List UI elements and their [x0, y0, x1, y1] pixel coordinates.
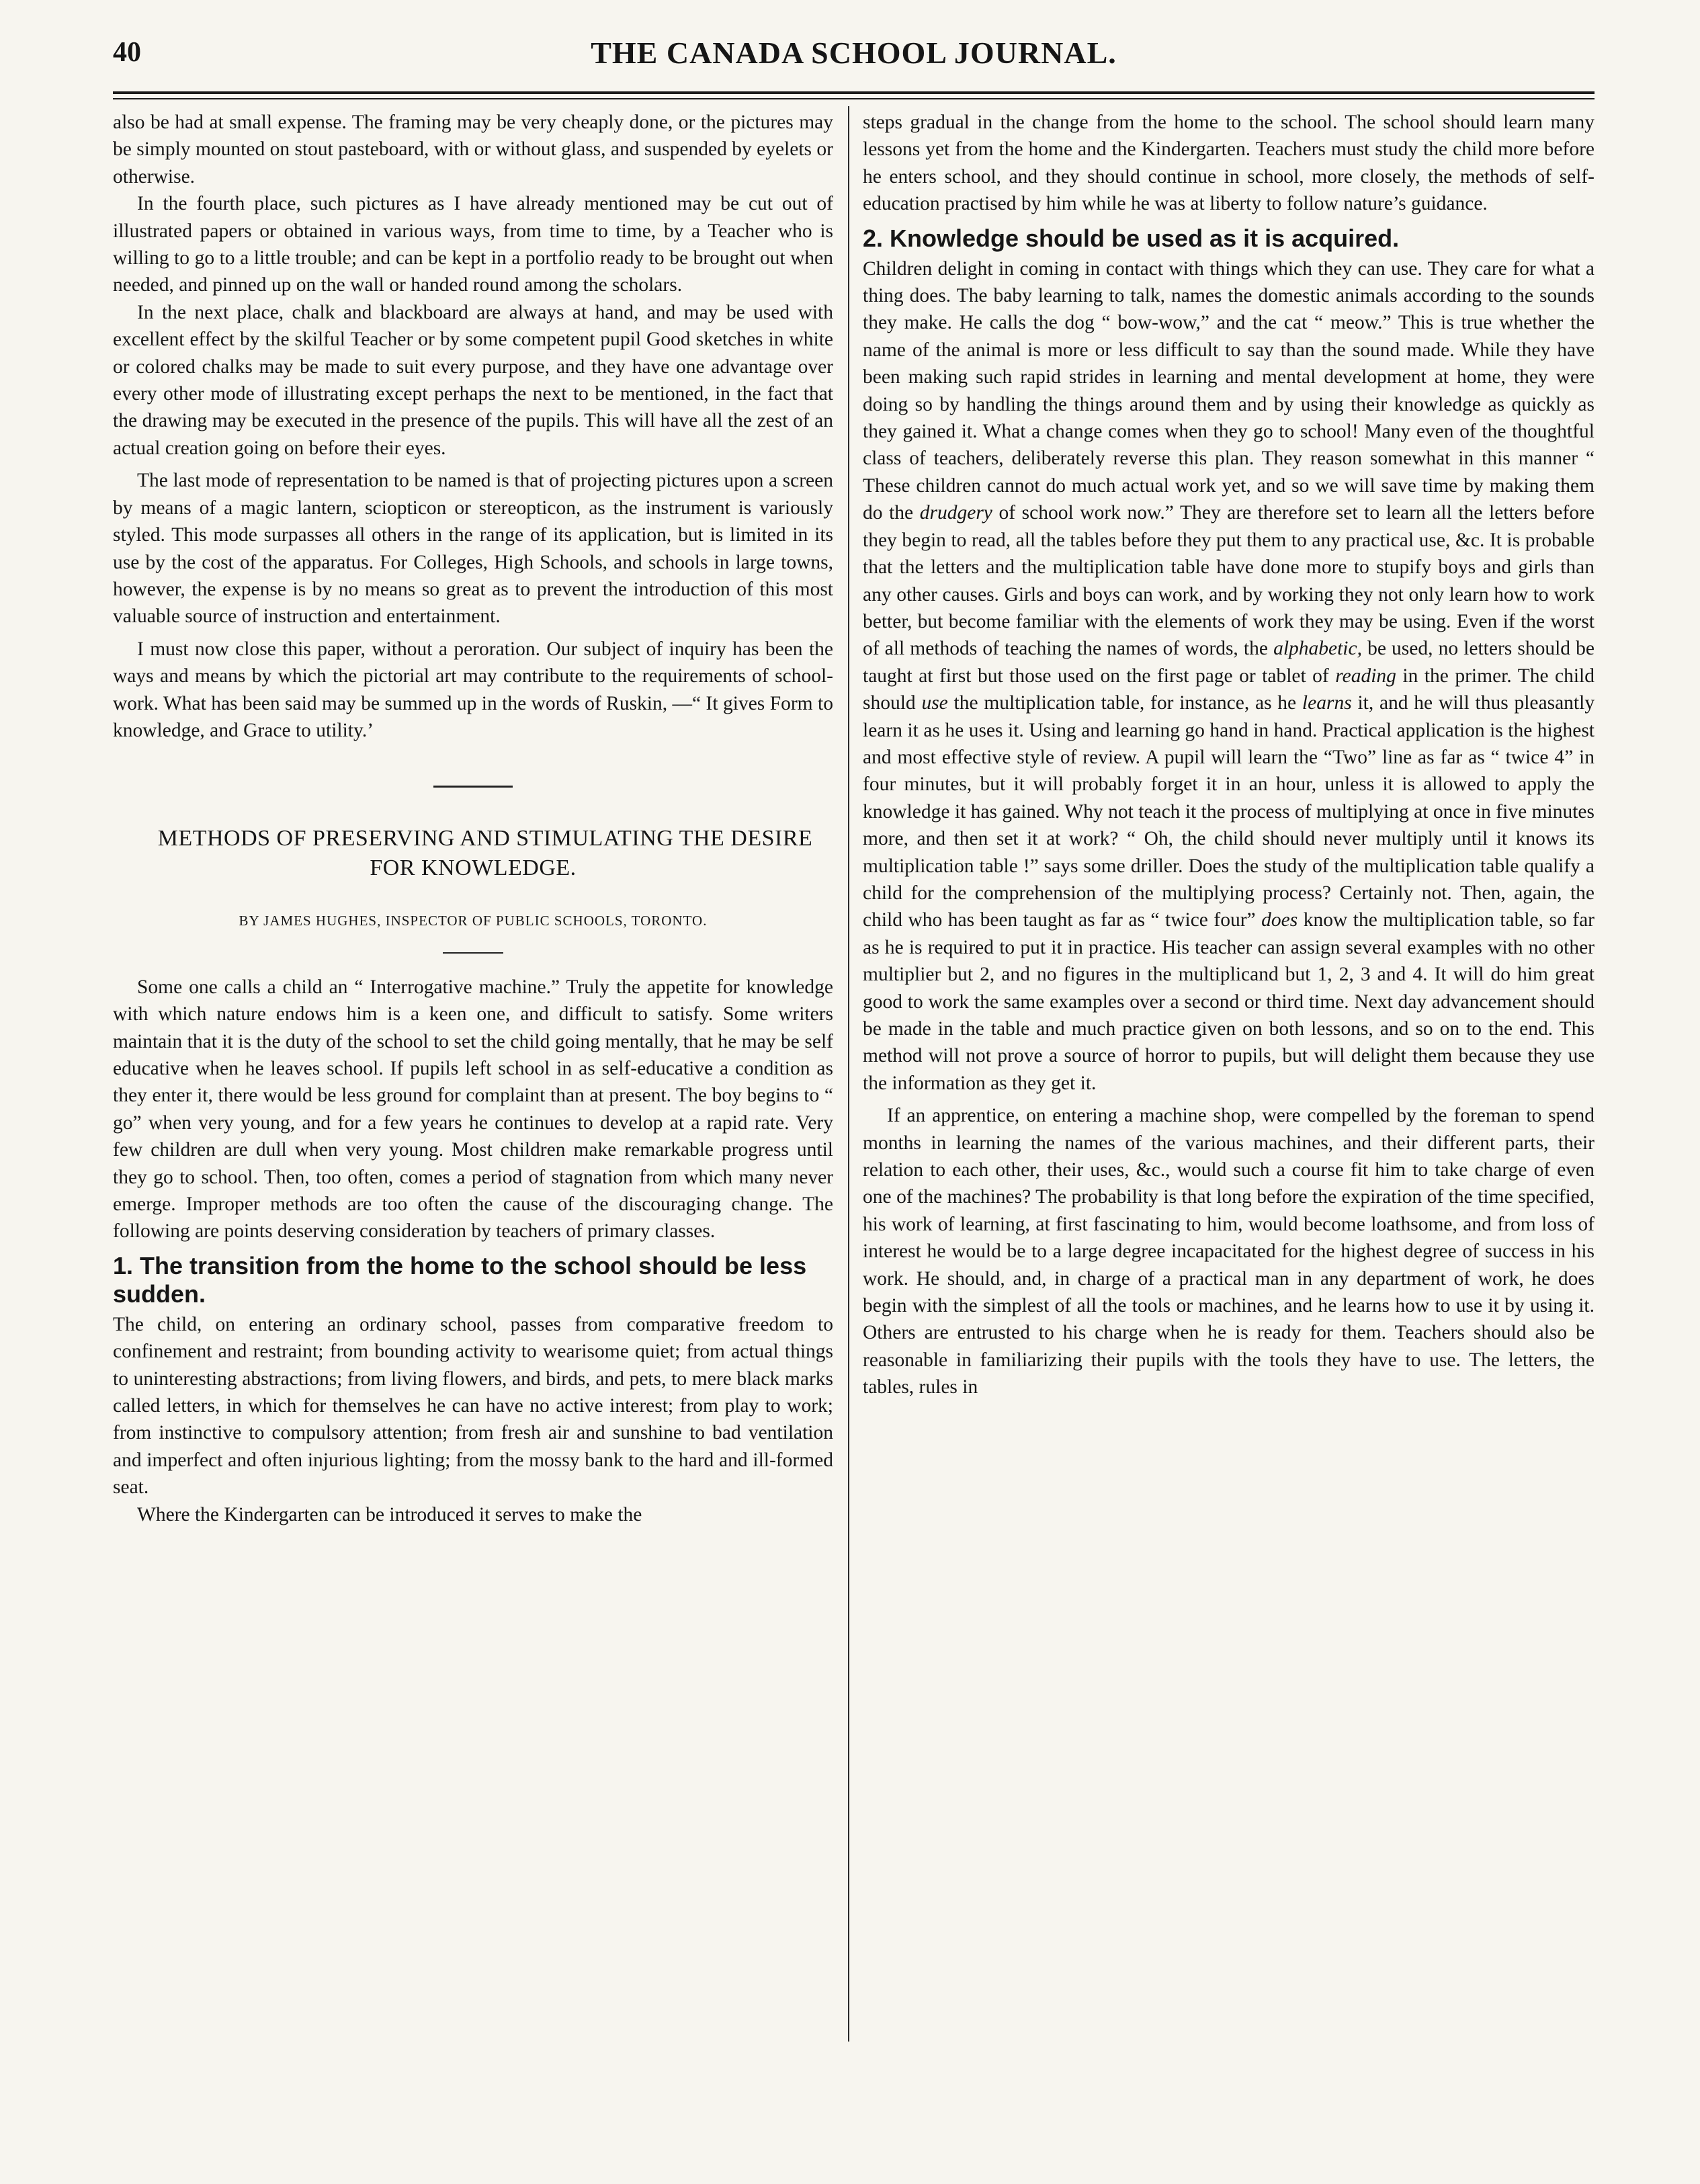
text-run: of school work now.” They are therefore set to learn all the letters before they begin to read, all the tables before they put them to any practical use, &c. It is probable that the letters and the multiplication table have done more to stupify boys and girls than any other causes. Girls and boys can work, and by working they not only learn how to work better, but become familiar with the elements of work they may be using. Even if the worst of all methods of teaching the names of words, the	[863, 502, 1595, 660]
text-run: in the primer. The child should	[863, 665, 1595, 714]
text-run: know the multiplication table, so far as he is required to put it in practice. His teacher can assign several examples with no other multiplier but 2, and no figures in the multiplicand but 1, 2, 3 and 4. It will do him great good to work the same examples over a second or third time. Next day advancement should be made in the table and much practice given on both lessons, and so on to the end. This method will not prove a source of horror to pupils, but will delight them because they use the information as they get it.	[863, 909, 1595, 1094]
page-number: 40	[113, 37, 141, 68]
paragraph: Some one calls a child an “ Interrogative machine.” Truly the appetite for knowledge with which nature endows him is a keen one, and difficult to satisfy. Some writers maintain that it is the duty of the school to set the child going mentally, that he may be self educative when he leaves school. If pupils left school in as self-educative a condition as they enter it, there would be less ground for complaint than at present. The boy begins to “ go” when very young, and for a few years he continues to develop at a rapid rate. Very few children are dull when very young. Most children make remarkable progress until they go to school. Then, too often, comes a period of stagnation from which many never emerge. Improper methods are too often the cause of the discouraging change. The following are points deserving consideration by teachers of primary classes.	[113, 976, 833, 1243]
paragraph: steps gradual in the change from the home to the school. The school should learn many lessons yet from the home and the Kindergarten. Teachers must study the child more before he enters school, and they should continue in school, more closely, the methods of self-education practised by him while he was at liberty to follow nature’s guidance.	[863, 112, 1595, 215]
paragraph: If an apprentice, on entering a machine shop, were compelled by the foreman to spend months in learning the names of the various machines, and their different parts, their relation to each other, their uses, &c., would such a course fit him to take charge of even one of the machines? The probability is that long before the expiration of the time specified, his work of learning, at first fascinating to him, would become loathsome, and from loss of interest he would be to a large degree incapacitated for the highest degree of success in his work. He should, and, in charge of a practical man in any department of work, he does begin with the simplest of all the tools or machines, and he learns how to use it by using it. Others are entrusted to his charge when he is ready for them. Teachers should also be reasonable in familiarizing their pupils with the tools they have to use. The letters, the tables, rules in	[863, 1105, 1595, 1398]
left-column	[113, 109, 833, 1528]
paragraph: I must now close this paper, without a peroration. Our subject of inquiry has been the ways and means by which the pictorial art may contribute to the requirements of school-work. What has been said may be summed up in the words of Ruskin, —“ It gives Form to knowledge, and Grace to utility.’	[113, 638, 833, 741]
paragraph: The child, on entering an ordinary school, passes from comparative freedom to confinement and restraint; from bounding activity to wearisome quiet; from actual things to uninteresting abstractions; from living flowers, and birds, and pets, to mere black marks called letters, in which for themselves he can have no active interest; from play to work; from instinctive to compulsory attention; from fresh air and sunshine to bad ventilation and imperfect and often injurious lighting; from the mossy bank to the hard and ill-formed seat.	[113, 1313, 833, 1499]
article-byline: BY JAMES HUGHES, INSPECTOR OF PUBLIC SCHOOLS, TORONTO.	[239, 913, 708, 929]
header-rule-thin	[113, 98, 1595, 99]
section-heading: 2. Knowledge should be used as it is acquired.	[863, 224, 1400, 252]
paragraph: In the next place, chalk and blackboard are always at hand, and may be used with excellent effect by the skilful Teacher or by some competent pupil Good sketches in white or colored chalks may be made to suit every purpose, and they have one advantage over every other mode of illustrating except perhaps the next to be mentioned, in the fact that the drawing may be executed in the presence of the pupils. This will have all the zest of an actual creation going on before their eyes.	[113, 301, 833, 459]
article-title: METHODS OF PRESERVING AND STIMULATING THE DESIRE FOR KNOWLEDGE.	[157, 826, 813, 881]
text-run: Children delight in coming in contact with things which they can use. They care for what a thing does. The baby learning to talk, names the domestic animals according to the sounds they make. He calls the dog “ bow-wow,” and the cat “ meow.” This is true whether the name of the animal is more or less difficult to say than the sound made. While they have been making such rapid strides in learning and mental development at home, they were doing so by handling the things around them and by using their knowledge as quickly as they gained it. What a change comes when they go to school! Many even of the thoughtful class of teachers, deliberately reverse this plan. They reason somewhat in this manner “ These children cannot do much actual work yet, and so we will save time by making them do the	[863, 257, 1595, 524]
text-run: it, and he will thus pleasantly learn it as he uses it. Using and learning go hand in hand. Practical application is the highest and most effective style of review. A pupil will learn the “Two” line as far as “ twice 4” in four minutes, but it will probably forget it in an hour, unless it is allowed to apply the knowledge it has gained. Why not teach it the process of multiplying at once in five minutes more, and then set it at work? “ Oh, the child should never multiply until it knows its multiplication table !” says some driller. Does the study of the multiplication table qualify a child for the comprehension of the multiplying process? Certainly not. Then, again, the child who has been taught as far as “ twice four”	[863, 692, 1595, 931]
text-run: the multiplication table, for instance, as he	[953, 692, 1297, 714]
byline-divider	[443, 952, 503, 954]
emphasis: does	[1261, 909, 1298, 931]
emphasis: learns	[1302, 692, 1352, 714]
paragraph: also be had at small expense. The framing may be very cheaply done, or the pictures may be simply mounted on stout pasteboard, with or without glass, and suspended by eyelets or otherwise.	[113, 112, 833, 187]
section-heading: 1. The transition from the home to the school should be less sudden.	[113, 1251, 807, 1308]
text-run: be used, no letters should be taught at first but those used on the first page or tablet of	[863, 638, 1595, 687]
emphasis: use	[921, 692, 948, 714]
emphasis: alphabetic,	[1273, 638, 1362, 660]
column-divider	[848, 106, 849, 2042]
emphasis: reading	[1335, 665, 1396, 687]
header-rule-thick	[113, 91, 1595, 94]
section-divider	[433, 786, 513, 788]
paragraph: Where the Kindergarten can be introduced it serves to make the	[137, 1503, 642, 1525]
paragraph: In the fourth place, such pictures as I have already mentioned may be cut out of illustrated papers or obtained in various ways, from time to time, by a Teacher who is willing to go to a little trouble; and can be kept in a portfolio ready to be brought out when needed, and pinned up on the wall or handed round among the scholars.	[113, 193, 833, 296]
paragraph	[863, 255, 1595, 1097]
journal-title: THE CANADA SCHOOL JOURNAL.	[591, 36, 1117, 70]
page-header	[113, 31, 1595, 71]
right-column	[863, 109, 1595, 1401]
emphasis: drudgery	[919, 502, 992, 524]
paragraph: The last mode of representation to be named is that of projecting pictures upon a screen by means of a magic lantern, sciopticon or stereopticon, as the instrument is variously styled. This mode surpasses all others in the range of its application, but is limited in its use by the cost of the apparatus. For Colleges, High Schools, and schools in large towns, however, the expense is by no means so great as to prevent the introduction of this most valuable source of instruction and entertainment.	[113, 470, 833, 628]
